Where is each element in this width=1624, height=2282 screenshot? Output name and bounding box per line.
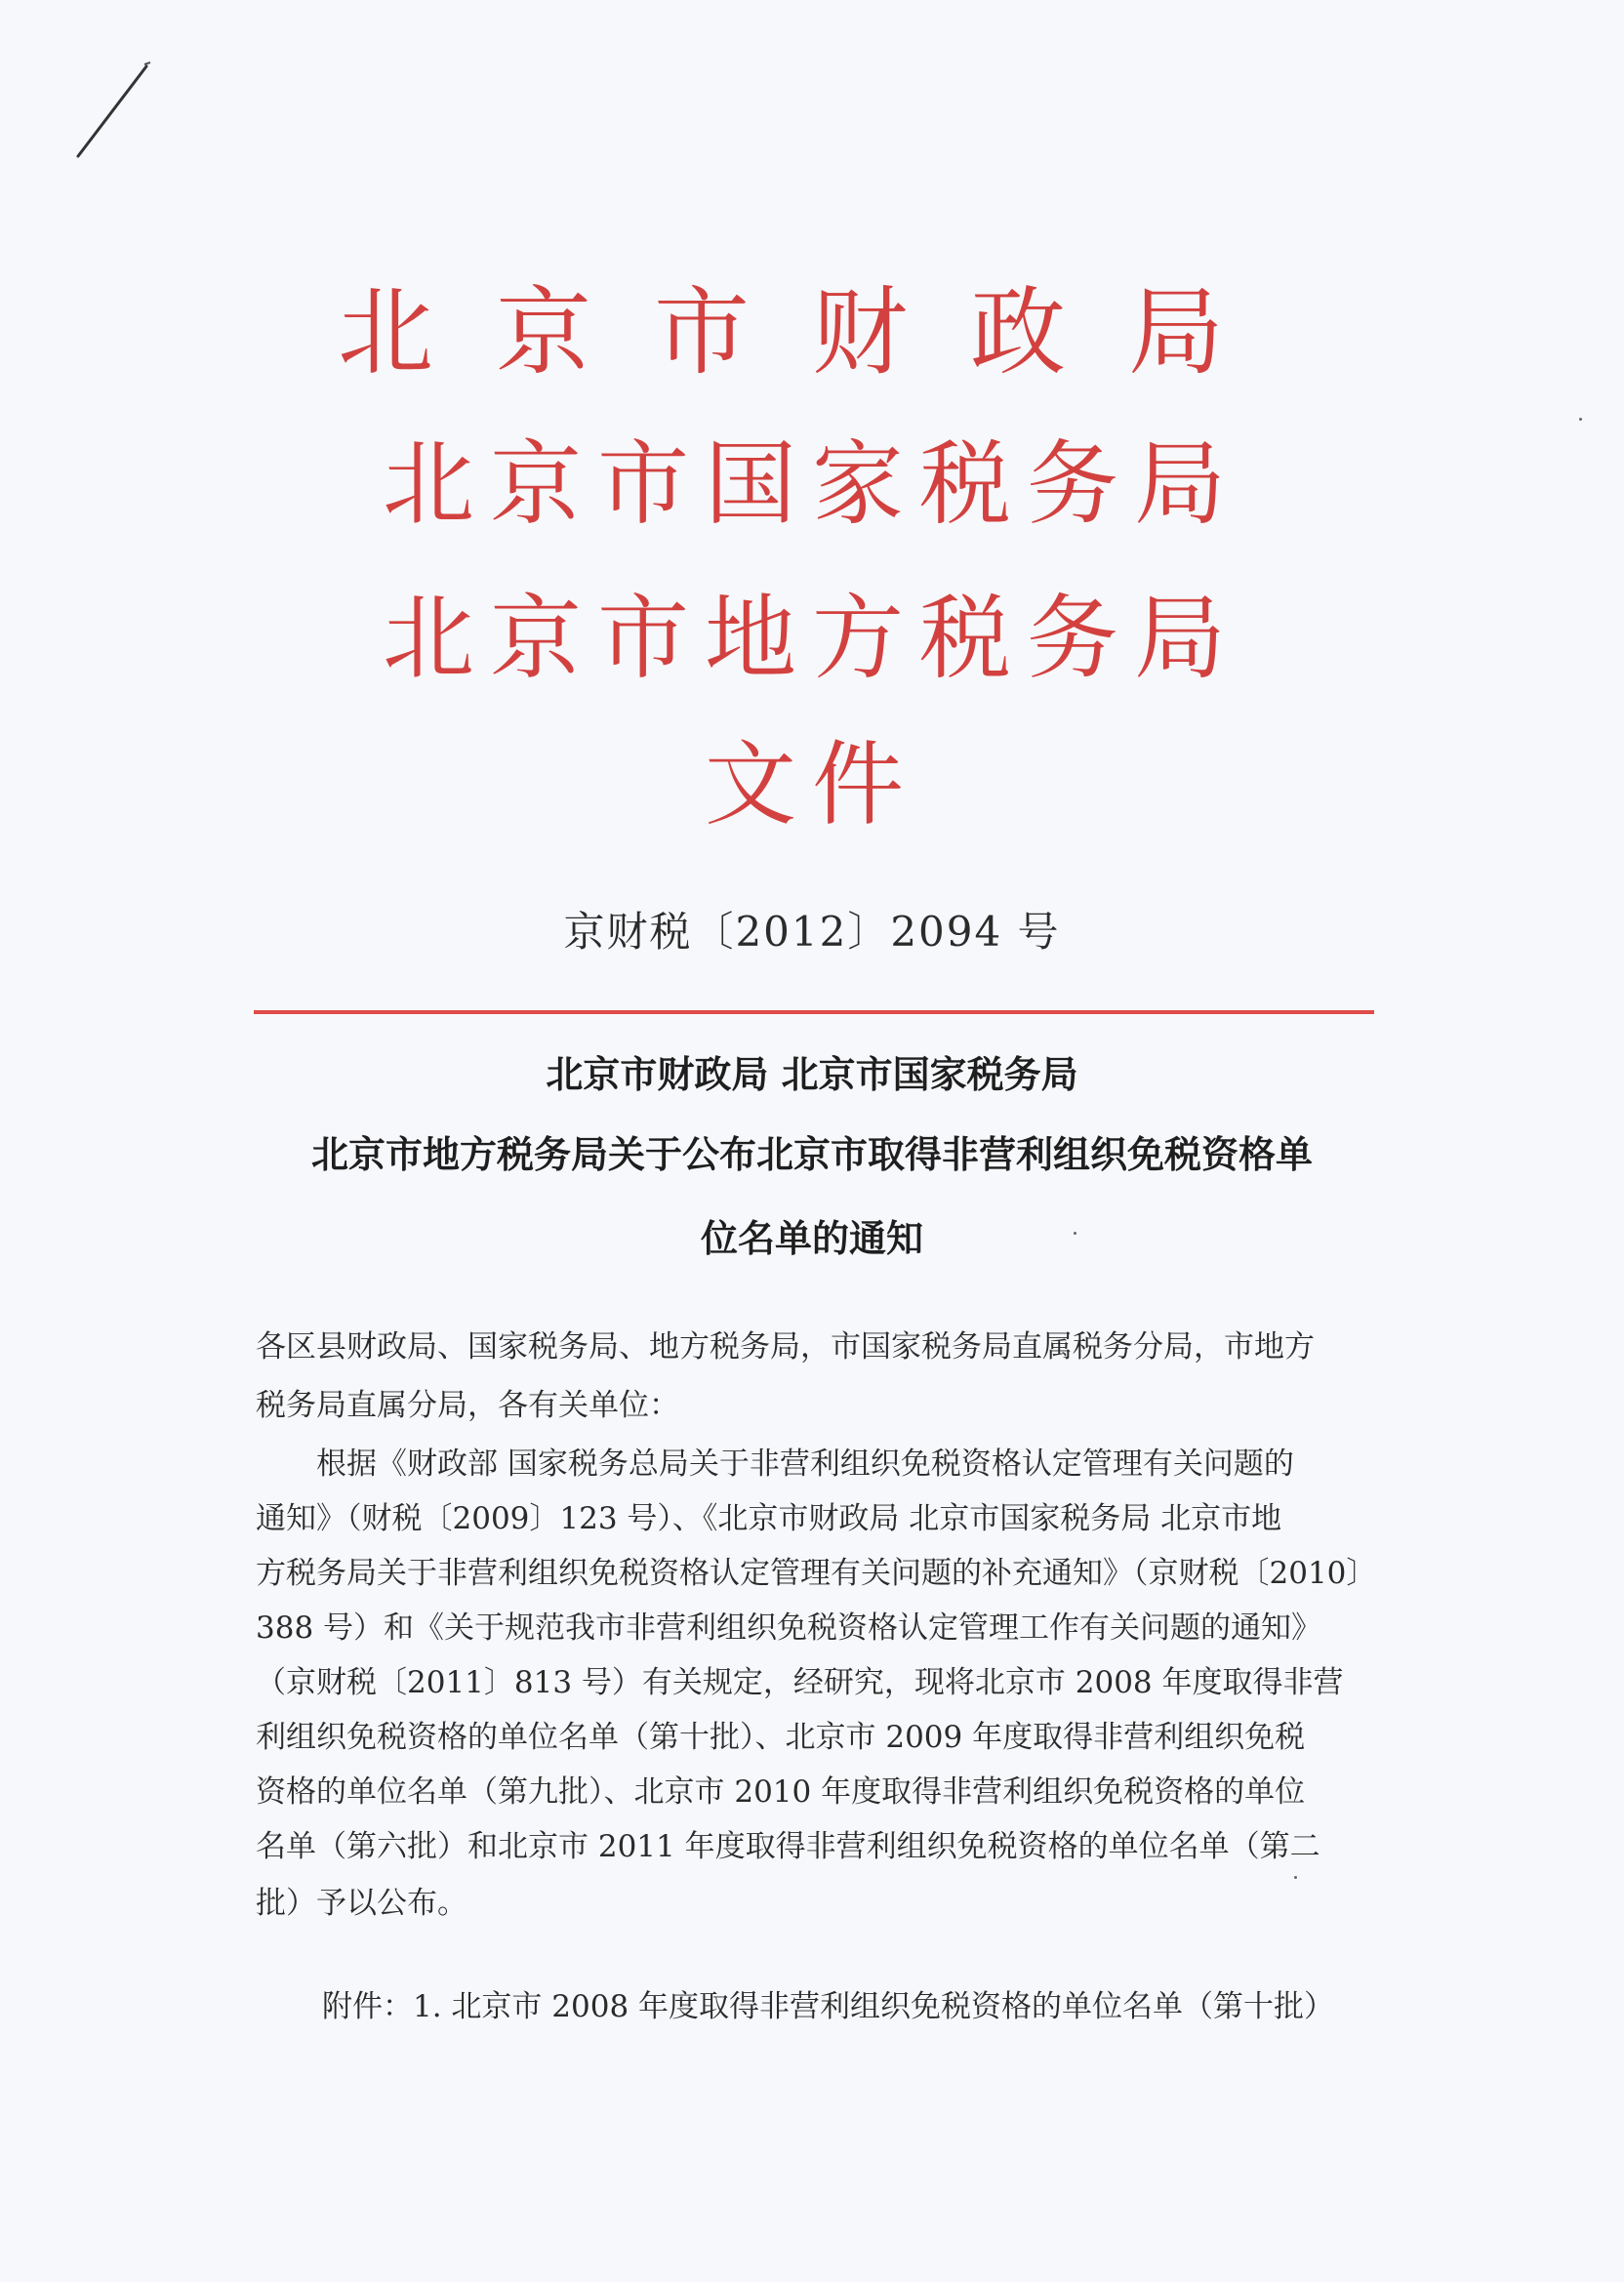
- body-line-7: 资格的单位名单（第九批）、北京市 2010 年度取得非营利组织免税资格的单位: [256, 1774, 1306, 1810]
- salutation-line-2: 税务局直属分局，各有关单位：: [256, 1388, 679, 1423]
- notice-title-line-1: 北京市财政局 北京市国家税务局: [546, 1053, 1078, 1096]
- body-line-1: 根据《财政部 国家税务总局关于非营利组织免税资格认定管理有关问题的: [316, 1447, 1294, 1482]
- issuer-state-tax-bureau: 北京市国家税务局: [382, 431, 1241, 538]
- body-line-9: 批）予以公布。: [256, 1886, 467, 1921]
- body-line-6: 利组织免税资格的单位名单（第十批）、北京市 2009 年度取得非营利组织免税: [256, 1720, 1306, 1755]
- scan-speck: [1579, 418, 1582, 421]
- body-line-4: 388 号）和《关于规范我市非营利组织免税资格认定管理工作有关问题的通知》: [256, 1610, 1322, 1646]
- notice-title-line-2: 北京市地方税务局关于公布北京市取得非营利组织免税资格单: [310, 1133, 1313, 1176]
- body-line-3: 方税务局关于非营利组织免税资格认定管理有关问题的补充通知》（京财税〔2010〕: [256, 1556, 1377, 1591]
- attachment-line-1: 附件：1. 北京市 2008 年度取得非营利组织免税资格的单位名单（第十批）: [322, 1989, 1335, 2024]
- red-divider: [254, 1010, 1374, 1014]
- body-line-2: 通知》（财税〔2009〕123 号）、《北京市财政局 北京市国家税务局 北京市地: [256, 1501, 1282, 1536]
- scan-speck: [1074, 1232, 1076, 1235]
- document-number: 京财税〔2012〕2094 号: [563, 908, 1061, 956]
- scan-speck: [1294, 1876, 1297, 1879]
- issuer-document-label: 文件: [704, 732, 919, 838]
- issuer-local-tax-bureau: 北京市地方税务局: [382, 586, 1241, 692]
- pen-stroke-mark: [68, 59, 156, 166]
- body-line-8: 名单（第六批）和北京市 2011 年度取得非营利组织免税资格的单位名单（第二: [256, 1829, 1320, 1864]
- salutation-line-1: 各区县财政局、国家税务局、地方税务局，市国家税务局直属税务分局，市地方: [256, 1329, 1315, 1365]
- body-line-5: （京财税〔2011〕813 号）有关规定，经研究，现将北京市 2008 年度取得非营: [256, 1665, 1344, 1700]
- issuer-finance-bureau: 北京市财政局: [337, 277, 1286, 388]
- notice-title-line-3: 位名单的通知: [700, 1217, 923, 1260]
